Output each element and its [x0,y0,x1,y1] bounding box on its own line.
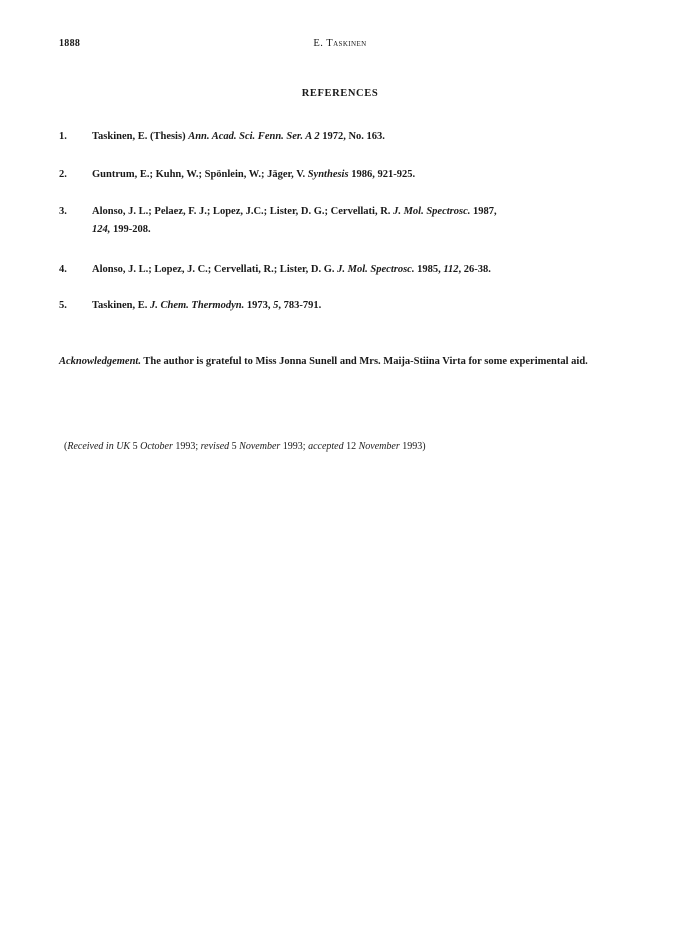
reference-year: 1985 [414,264,439,275]
reference-journal: J. Chem. Thermodyn. [149,300,245,311]
running-head [0,38,680,49]
reference-authors: Alonso, J. L.; Lopez, J. C.; Cervellati, R.; Lister, D. G. [92,264,338,275]
reference-authors: Taskinen, E. [92,300,150,311]
reference-number: 1. [59,131,67,142]
reference-number: 3. [59,206,67,217]
revised-label: revised [200,441,230,452]
reference-year: 1973 [244,300,268,311]
revised-year: 1993; [280,441,309,452]
reference-rest-pre: , [493,206,497,217]
reference-text [92,297,619,315]
reference-authors: Taskinen, E. (Thesis) [92,131,189,142]
reference-year: 1987 [470,206,494,217]
reference-journal: J. Mol. Spectrosc. [337,264,415,275]
reference-journal: Ann. Acad. Sci. Fenn. Ser. A 2 [188,131,320,142]
reference-authors: Guntrum, E.; Kuhn, W.; Spönlein, W.; Jäger, V. [92,169,308,180]
accepted-month: November [358,441,400,452]
reference-item [59,128,619,146]
reference-volume: 112 [443,264,459,275]
reference-rest: 199-208. [110,224,151,235]
reference-rest-pre: , [267,300,274,311]
reference-rest: , 26-38. [458,264,491,275]
accepted-year: 1993) [399,441,426,452]
received-year: 1993; [172,441,201,452]
accepted-label: accepted [308,441,344,452]
revised-date: 5 [229,441,240,452]
reference-item [59,166,619,184]
reference-authors: Alonso, J. L.; Pelaez, F. J.; Lopez, J.C.; Lister, D. G.; Cervellati, R. [92,206,394,217]
reference-rest: , No. 163. [343,131,385,142]
reference-volume: 124, [92,224,111,235]
running-head-initial: E. [313,38,324,49]
page-number: 1888 [59,38,81,49]
received-date: 5 [130,441,141,452]
received-label: Received in UK [67,441,131,452]
acknowledgement-label: Acknowledgement. [59,356,141,367]
reference-item [59,297,619,315]
reference-text [92,166,619,184]
reference-item [59,261,619,279]
reference-volume: 5 [273,300,279,311]
acknowledgement [59,352,619,372]
reference-text [92,203,619,239]
acknowledgement-text: The author is grateful to Miss Jonna Sunell and Mrs. Maija-Stiina Virta for some experimental aid. [140,356,588,367]
reference-number: 2. [59,169,67,180]
accepted-date: 12 [343,441,359,452]
reference-rest-pre: , [438,264,444,275]
received-open-paren: ( [64,441,68,452]
revised-month: November [239,441,281,452]
reference-rest: , 783-791. [278,300,322,311]
reference-journal: J. Mol. Spectrosc. [393,206,471,217]
section-title: REFERENCES [301,88,379,99]
reference-year: 1986 [348,169,373,180]
reference-year: 1972 [319,131,344,142]
received-month: October [140,441,173,452]
reference-rest: , 921-925. [372,169,416,180]
received-line [64,440,624,454]
reference-journal: Synthesis [307,169,349,180]
running-head-author: Taskinen [326,38,367,49]
reference-text [92,128,619,146]
reference-text [92,261,619,279]
reference-number: 5. [59,300,67,311]
reference-item [59,203,619,239]
reference-number: 4. [59,264,67,275]
